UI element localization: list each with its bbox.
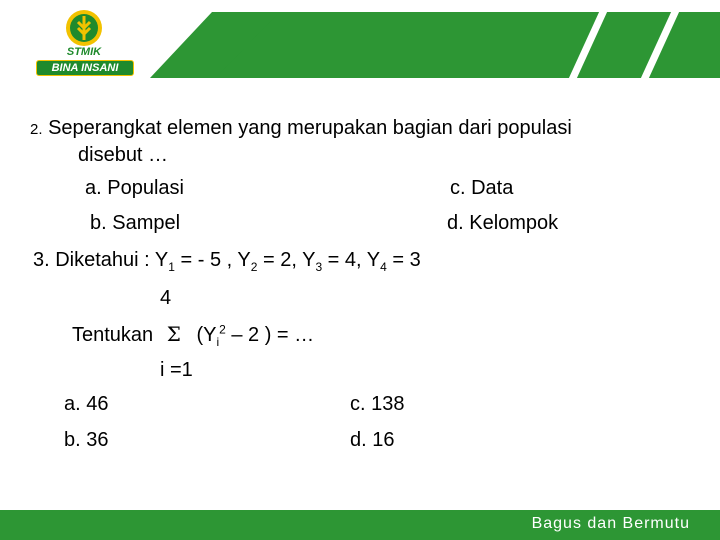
q3-expr-open: (Y [196, 324, 217, 346]
q3-y2-val: = 2, Y [257, 249, 316, 271]
q3-expr-sup: 2 [219, 322, 226, 337]
q3-given [33, 248, 421, 272]
q2-option-a: a. Populasi [85, 177, 184, 199]
q3-y4-val: = 3 [386, 249, 421, 271]
logo [36, 8, 132, 80]
q3-tentukan: Tentukan [72, 324, 154, 346]
sigma-symbol: Σ [166, 322, 181, 346]
q3-expr-sub: i [216, 335, 220, 349]
q3-upper-limit: 4 [160, 287, 172, 309]
q3-option-d: d. 16 [350, 429, 395, 451]
q3-option-a: a. 46 [64, 393, 109, 415]
q3-y1-val: = - 5 , Y [174, 249, 251, 271]
q2-option-d: d. Kelompok [447, 212, 559, 234]
q2-number: 2. [30, 121, 43, 138]
q3-y3-val: = 4, Y [322, 249, 381, 271]
q3-tentukan-line [72, 322, 314, 347]
q2-text-line1: Seperangkat elemen yang merupakan bagian dari populasi [48, 117, 572, 139]
footer-bar [0, 510, 720, 540]
q3-y1-sub: 1 [168, 260, 175, 274]
q2-option-c: c. Data [450, 177, 514, 199]
q2-line2: disebut … [78, 144, 169, 166]
q3-y3-sub: 3 [315, 260, 323, 274]
q2-option-b: b. Sampel [90, 212, 181, 234]
logo-bina-insani-text: BINA INSANI [36, 60, 134, 76]
logo-stmik-text: STMIK [66, 46, 102, 58]
q3-prefix: 3. Diketahui : Y [33, 249, 169, 271]
q3-option-c: c. 138 [350, 393, 405, 415]
footer-tagline: Bagus dan Bermutu [531, 515, 690, 532]
q3-lower-limit: i =1 [160, 359, 193, 381]
wheat-emblem-icon [36, 8, 132, 48]
header-stripe-2 [215, 12, 720, 78]
q2-line1 [30, 116, 572, 142]
q3-expr-rest: – 2 ) = … [225, 324, 315, 346]
q3-option-b: b. 36 [64, 429, 109, 451]
q3-y4-sub: 4 [380, 260, 387, 274]
q3-y2-sub: 2 [250, 260, 258, 274]
